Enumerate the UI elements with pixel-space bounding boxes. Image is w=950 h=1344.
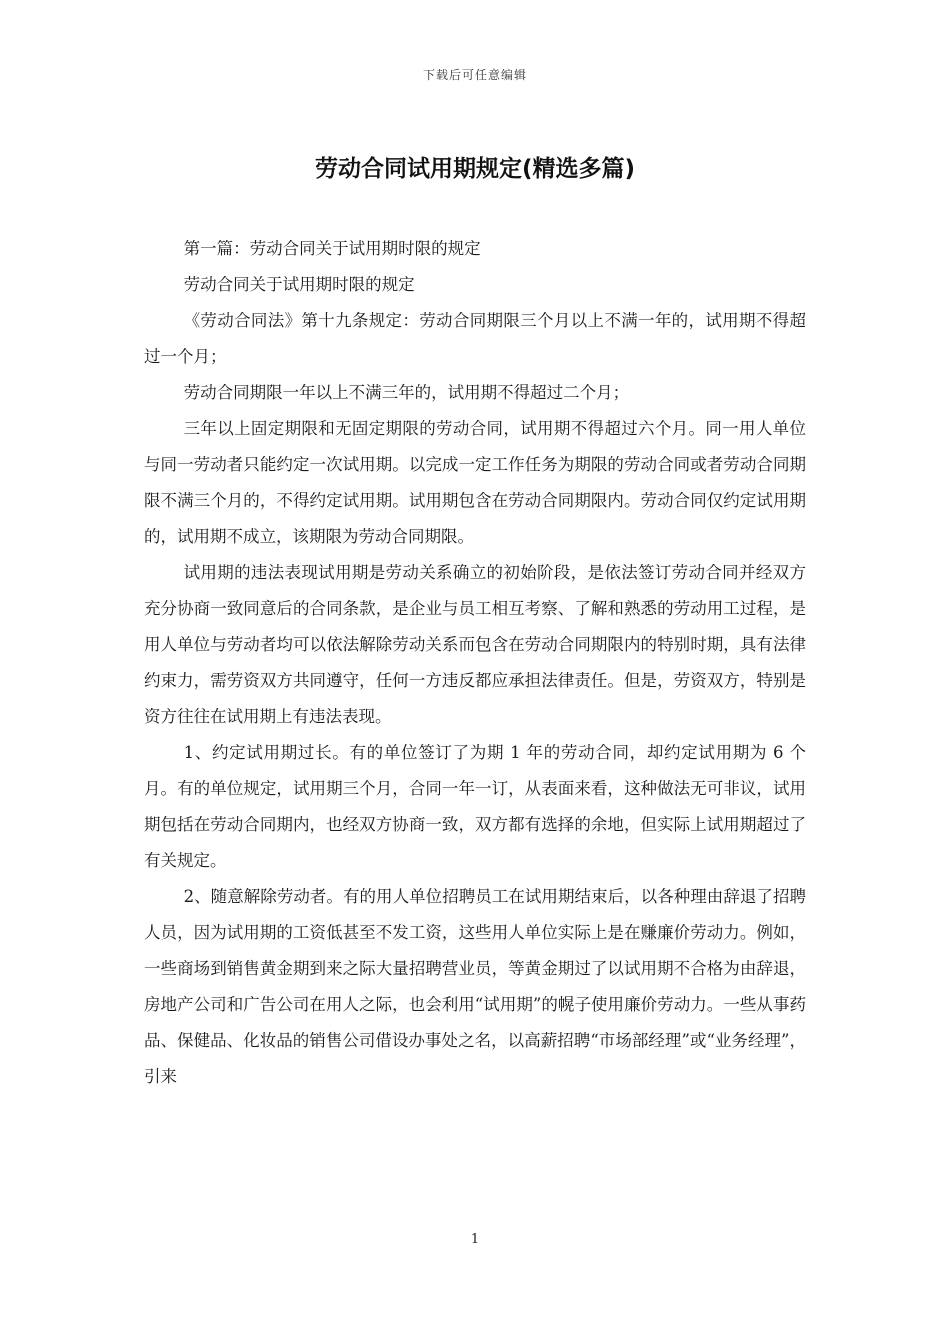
document-body: [144, 231, 806, 1095]
subheading: 劳动合同关于试用期时限的规定: [183, 275, 415, 294]
body-paragraph: 1、约定试用期过长。有的单位签订了为期 1 年的劳动合同，却约定试用期为 6 个月。有的单位规定，试用期三个月，合同一年一订，从表面来看，这种做法无可非议，试用期包括在劳动合同期内，也经双方协商一致，双方都有选择的余地，但实际上试用期超过了有关规定。: [144, 743, 806, 870]
page-header-note: 下载后可任意编辑: [422, 68, 527, 82]
body-paragraph: 三年以上固定期限和无固定期限的劳动合同，试用期不得超过六个月。同一用人单位与同一劳动者只能约定一次试用期。以完成一定工作任务为期限的劳动合同或者劳动合同期限不满三个月的，不得约定试用期。试用期包含在劳动合同期限内。劳动合同仅约定试用期的，试用期不成立，该期限为劳动合同期限。: [144, 419, 806, 546]
body-paragraph: 《劳动合同法》第十九条规定：劳动合同期限三个月以上不满一年的，试用期不得超过一个月；: [144, 311, 806, 366]
body-paragraph: 2、随意解除劳动者。有的用人单位招聘员工在试用期结束后，以各种理由辞退了招聘人员，因为试用期的工资低甚至不发工资，这些用人单位实际上是在赚廉价劳动力。例如，一些商场到销售黄金期到来之际大量招聘营业员，等黄金期过了以试用期不合格为由辞退，房地产公司和广告公司在用人之际，也会利用“试用期”的幌子使用廉价劳动力。一些从事药品、保健品、化妆品的销售公司借设办事处之名，以高薪招聘“市场部经理”或“业务经理”，引来: [144, 887, 806, 1086]
body-paragraph: 试用期的违法表现试用期是劳动关系确立的初始阶段，是依法签订劳动合同并经双方充分协商一致同意后的合同条款，是企业与员工相互考察、了解和熟悉的劳动用工过程，是用人单位与劳动者均可以依法解除劳动关系而包含在劳动合同期限内的特别时期，具有法律约束力，需劳资双方共同遵守，任何一方违反都应承担法律责任。但是，劳资双方，特别是资方往往在试用期上有违法表现。: [144, 563, 806, 726]
document-title: 劳动合同试用期规定(精选多篇): [314, 156, 636, 182]
body-paragraph: 劳动合同期限一年以上不满三年的，试用期不得超过二个月；: [183, 383, 630, 402]
page-number: 1: [470, 1232, 480, 1247]
section-heading: 第一篇：劳动合同关于试用期时限的规定: [183, 239, 481, 258]
